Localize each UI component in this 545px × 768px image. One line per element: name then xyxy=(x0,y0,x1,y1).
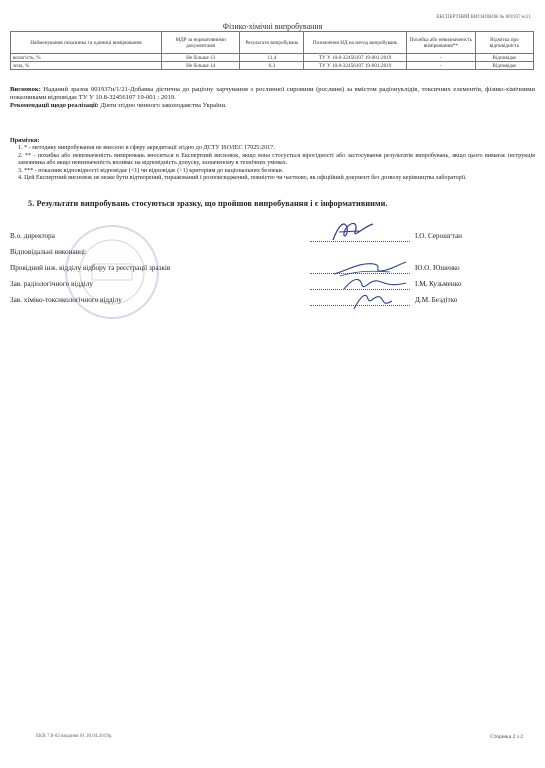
table-cell: - xyxy=(406,54,475,62)
signature-row-executors xyxy=(10,248,535,260)
note-item: 2. ** - похибка або невизначеність вимірювань вноситься в Експертний висновок, якщо вона стосується вірогідності або застосування результатів випробувань, якщо цього вимагає інструкція замовника або якщо невизначеність впливає на відповідність допуску, зазначеному в технічних умовах. xyxy=(18,152,535,167)
table-cell: Відповідає xyxy=(475,62,533,70)
note-item: 1. * - методику випробування не внесено в сферу акредитації згідно до ДСТУ ISO/IEC 17025:2017. xyxy=(18,145,275,152)
note-item: 4. Цей Експертний висновок не може бути відтворений, тиражований і розповсюджений, повністю чи частково, як офіційний документ без дозволу керівництва лабораторії. xyxy=(18,175,467,182)
signatory-role: Зав. хіміко-токсикологічного відділу xyxy=(10,296,122,304)
conclusion-text: Наданий зразок 001937н/1/21-Добавка дієтична до раціону харчування з рослинної сировини (рослини) за вмістом радіонуклідів, токсичних елементів, фізико-хімічними показниками відповідає ТУ У 10.8-32456107 19-001 : 2019. xyxy=(10,86,535,101)
signatory-role: Зав. радіологічного відділу xyxy=(10,280,93,288)
signatory-name: Д.М. Бездітко xyxy=(415,296,458,304)
column-header: Результати випробувань xyxy=(240,32,304,54)
results-statement: 5. Результати випробувань стосуються зразку, що пройшов випробування і є інформативними. xyxy=(28,199,388,208)
footer-form-code: ЕКВ 7.8-02 видання 01 26.04.2019р. xyxy=(36,734,113,739)
signatory-name: І.О. Серошгтан xyxy=(415,232,462,240)
results-table xyxy=(10,31,534,70)
column-header: МДР за нормативними документами xyxy=(161,32,240,54)
signatory-name: І.М. Кузьменко xyxy=(415,280,462,288)
recommendation-text: Діяти згідно чинного законодавства України. xyxy=(100,102,227,109)
page-number: Сторінка 2 з 2 xyxy=(490,734,523,740)
table-cell: Не більше 13 xyxy=(161,54,240,62)
table-cell: Відповідає xyxy=(475,54,533,62)
column-header: Позначення НД на метод випробувань xyxy=(304,32,407,54)
signature-row-sampling xyxy=(10,264,535,276)
table-cell: вологість, % xyxy=(11,54,162,62)
signature-row-director xyxy=(10,232,535,244)
signatory-role: Відповідальні виконавці: xyxy=(10,248,87,256)
table-cell: 6,3 xyxy=(240,62,304,70)
section-title: Фізико-хімічні випробування xyxy=(222,22,323,31)
table-cell: - xyxy=(406,62,475,70)
director-signature xyxy=(325,218,385,244)
column-header: Найменування показника та одиниці вимірювання xyxy=(11,32,162,54)
table-cell: Не більше 14 xyxy=(161,62,240,70)
recommendation-label: Рекомендації щодо реалізації: xyxy=(10,102,99,109)
notes-block xyxy=(10,138,535,182)
table-cell: зола, % xyxy=(11,62,162,70)
signatory-name: Ю.О. Юшенко xyxy=(415,264,460,272)
table-cell: 11,4 xyxy=(240,54,304,62)
conclusion-label: Висновок: xyxy=(10,86,41,93)
table-cell: ТУ У 10.8-32456107 19-001:2019 xyxy=(304,62,407,70)
table-row xyxy=(11,62,534,70)
notes-label: Примітки: xyxy=(10,138,40,144)
table-row xyxy=(11,54,534,62)
column-header: Відмітка про відповідність xyxy=(475,32,533,54)
signatory-role: Провідний інж. відділу відбору та реєстрації зразків xyxy=(10,264,171,272)
table-cell: ТУ У 10.8-32456107 19-001:2019 xyxy=(304,54,407,62)
column-header: Похибка або невизначеність вимірювання** xyxy=(406,32,475,54)
conclusion-paragraph xyxy=(10,86,535,110)
signature-row-toxicology xyxy=(10,296,535,308)
table-header-row xyxy=(11,32,534,54)
note-item: 3. *** - показник відповідності відповідає (<1) чи відповідає (>1) критеріям до національних безпеки. xyxy=(18,167,284,174)
toxicology-signature xyxy=(348,289,398,313)
signatory-role: В.о. директора xyxy=(10,232,55,240)
document-reference: ЕКСПЕРТНИЙ ВИСНОВОК № 001937 н/21 xyxy=(436,15,531,20)
signature-row-radiology xyxy=(10,280,535,292)
